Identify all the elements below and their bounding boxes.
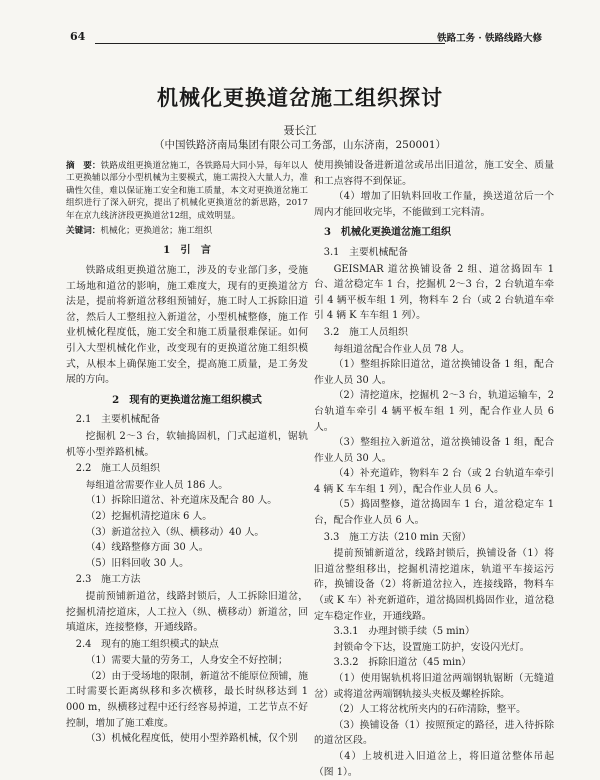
step-item: （2）人工将岔枕所夹内的石砟清除，整平。 <box>333 704 526 716</box>
keywords-text: 机械化；更换道岔；施工组织 <box>100 226 213 237</box>
subsection-3-1-heading: 3.1 主要机械配备 <box>323 246 408 258</box>
page-number: 64 <box>70 30 86 43</box>
article-affiliation: （中国铁路济南局集团有限公司工务部，山东济南，250001） <box>153 139 447 151</box>
step-item: （4）上坡机进入旧道岔上，将旧道岔整体吊起（图 1）。 <box>314 750 554 778</box>
keywords-label: 关键词： <box>66 226 101 237</box>
subsection-2-1-paragraph: 挖掘机 2～3 台，软轴捣固机，门式起道机，锯轨机等小型养路机械。 <box>66 430 308 458</box>
section-3-heading: 3 机械化更换道岔施工组织 <box>324 227 451 239</box>
section-2-heading: 2 现有的更换道岔施工组织模式 <box>112 393 262 406</box>
list-item: （2）清挖道床，挖掘机 2～3 台，轨道运输车，2 台轨道车牵引 4 辆平板车组 1 列，配合作业人员 6 人。 <box>314 390 554 433</box>
header-rule <box>95 43 445 44</box>
subsection-2-2-intro: 每组道岔需要作业人员 186 人。 <box>85 479 229 491</box>
right-column <box>314 158 554 780</box>
article-author: 聂长江 <box>283 124 317 137</box>
subsection-3-3-2-heading: 3.3.2 拆除旧道岔（45 min） <box>333 657 472 669</box>
subsection-3-3-1-paragraph: 封锁命令下达，设置施工防护，安设闪光灯。 <box>333 641 530 653</box>
drawback-item: （3）机械化程度低，使用小型养路机械，仅个别 <box>85 733 298 745</box>
list-item: （1）整组拆除旧道岔，道岔换铺设备 1 组，配合作业人员 30 人。 <box>314 359 554 386</box>
subsection-3-1-paragraph: GEISMAR 道岔换铺设备 2 组、道岔捣固车 1 台、道岔稳定车 1 台，挖掘机 2～3 台，2 台轨道车牵引 4 辆平板车组 1 列，物料车 2 台（或 2 台轨道车牵引 4 辆 K 车车组 1 列）。 <box>314 263 554 322</box>
drawback-item: （2）由于受场地的限制，新道岔不能原位预铺，施工时需要长距离纵移和多次横移，最长时纵移达到 1 000 m，纵横移过程中还行经容易掉道，工艺节点不好控制，增加了施工难度。 <box>66 670 308 729</box>
list-item: （5）旧料回收 30 人。 <box>85 557 189 569</box>
keywords <box>66 225 308 237</box>
abstract-label: 摘 要： <box>66 161 101 171</box>
section-1-heading: 1 引 言 <box>163 244 211 257</box>
subsection-3-2-heading: 3.2 施工人员组织 <box>323 326 408 338</box>
drawback-item: （1）需要大量的劳务工，人身安全不好控制； <box>85 655 288 667</box>
subsection-3-3-1-heading: 3.3.1 办理封锁手续（5 min） <box>333 626 475 638</box>
subsection-3-3-heading: 3.3 施工方法（210 min 天窗） <box>323 531 472 543</box>
abstract-text: 铁路成组更换道岔施工，各铁路局大同小异，每年以人工更换辅以部分小型机械为主要模式，施工需投入大量人力，准确性欠佳，难以保证施工安全和施工质量，本文对更换道岔施工组织进行了深入研究，提出了机械化更换道岔的新思路，2017年在京九线济济段更换道岔12组，成效明显。 <box>66 161 308 221</box>
subsection-2-3-heading: 2.3 施工方法 <box>75 574 141 586</box>
list-item: （4）线路整修方面 30 人。 <box>85 542 209 554</box>
article-title: 机械化更换道岔施工组织探讨 <box>157 85 443 110</box>
subsection-3-3-paragraph: 提前预铺新道岔，线路封锁后，换铺设备（1）将旧道岔整组移出，挖掘机清挖道床，轨道平车接运污砟，换铺设备（2）将新道岔拉入，连接线路，物料车（或 K 车）补充新道砟，道岔捣固机捣固作业，道岔稳定车稳定作业，开通线路。 <box>314 548 554 622</box>
list-item: （3）新道岔拉入（纵、横移动）40 人。 <box>85 526 265 538</box>
step-item: （3）换铺设备（1）按照预定的路径，进入待拆除的道岔区段。 <box>314 719 554 747</box>
section-1-paragraph: 铁路成组更换道岔施工，涉及的专业部门多，受施工场地和道岔的影响，施工难度大，现有的更换道岔方法是，提前将新道岔移组预铺好，施工时人工拆除旧道岔，然后人工整组拉入新道岔，小型机械整修，施工作业机械化程度低，施工安全和施工质量很难保证。如何引入大型机械化作业，改变现有的更换道岔施工组织模式，从根本上确保施工安全，提高施工质量，是工务发展的方向。 <box>66 265 308 386</box>
drawback-item: （4）增加了旧轨料回收工作量，换送道岔后一个周内才能回收完毕，不能做到工完料清。 <box>314 191 554 218</box>
subsection-2-3-paragraph: 提前预铺新道岔，线路封锁后，人工拆除旧道岔，挖掘机清挖道床，人工拉入（纵、横移动）新道岔，回填道床，连接整修，开通线路。 <box>66 590 308 634</box>
subsection-3-2-intro: 每组道岔配合作业人员 78 人。 <box>333 343 470 355</box>
left-column <box>66 158 308 747</box>
list-item: （3）整组拉入新道岔，道岔换铺设备 1 组，配合作业人员 30 人。 <box>314 437 554 464</box>
subsection-2-4-heading: 2.4 现有的施工组织模式的缺点 <box>75 638 219 650</box>
continued-paragraph: 使用换铺设备进新道岔或吊出旧道岔，施工安全、质量和工点容得不到保证。 <box>314 160 554 187</box>
subsection-2-1-heading: 2.1 主要机械配备 <box>75 414 160 426</box>
step-item: （1）使用锯轨机将旧道岔两端钢轨锯断（无缝道岔）或将道岔两端钢轨接头夹板及螺栓拆除。 <box>314 673 554 700</box>
abstract <box>66 160 308 222</box>
list-item: （4）补充道砟，物料车 2 台（或 2 台轨道车牵引 4 辆 K 车车组 1 列），配合作业人员 6 人。 <box>314 468 554 495</box>
list-item: （2）挖掘机清挖道床 6 人。 <box>85 510 213 522</box>
running-head: 铁路工务 · 铁路线路大修 <box>437 33 542 44</box>
list-item: （1）拆除旧道岔、补充道床及配合 80 人。 <box>85 495 278 507</box>
list-item: （5）捣固整修，道岔捣固车 1 台，道岔稳定车 1 台，配合作业人员 6 人。 <box>314 499 554 527</box>
subsection-2-2-heading: 2.2 施工人员组织 <box>75 463 160 475</box>
